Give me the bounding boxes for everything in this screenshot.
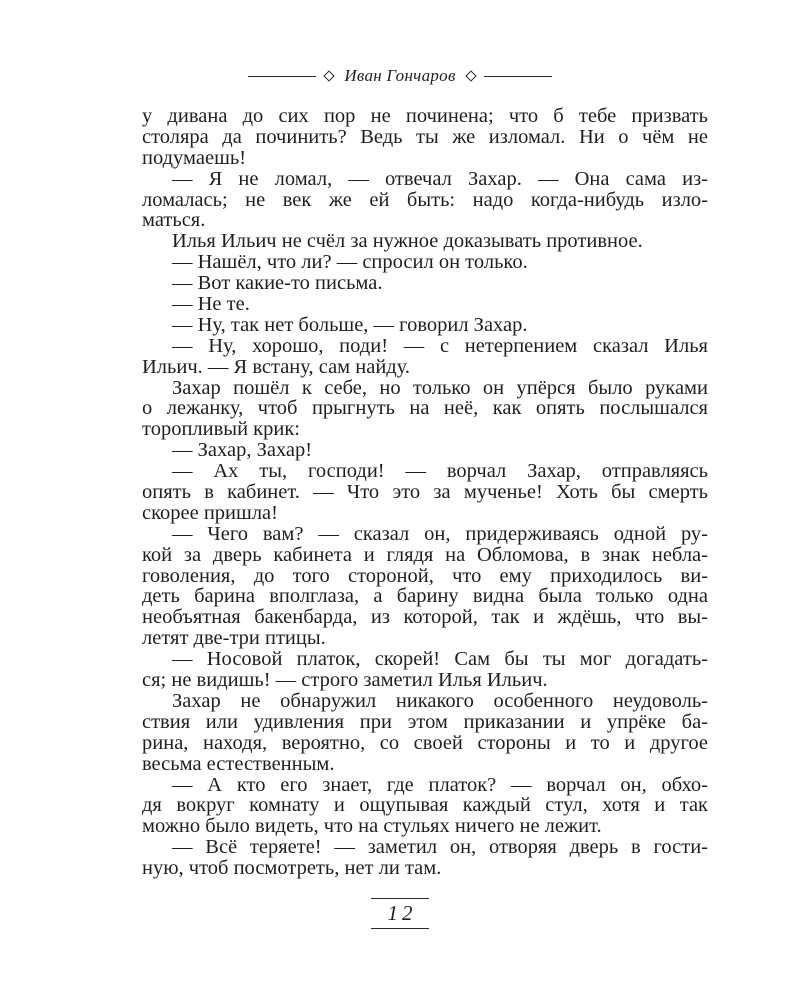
text-line: — Ну, хорошо, поди! — с нетерпением сказал Илья xyxy=(172,334,708,357)
text-line: летят две-три птицы. xyxy=(142,627,326,650)
header-rule-right xyxy=(484,76,552,77)
page-folio xyxy=(0,898,800,929)
diamond-ornament-icon xyxy=(465,70,476,81)
text-line: — А кто его знает, где платок? — ворчал он, обхо- xyxy=(172,773,708,796)
text-line: скорее пришла! xyxy=(142,501,278,524)
body-text xyxy=(142,106,708,879)
folio-rule-top xyxy=(371,898,429,899)
text-line: — Всё теряете! — заметил он, отворяя дверь в гости- xyxy=(172,836,708,859)
running-header xyxy=(0,66,800,86)
text-line: необъятная бакенбарда, из которой, так и ждёшь, что вы- xyxy=(142,606,708,629)
text-line: весьма естественным. xyxy=(142,752,335,775)
text-line: — Я не ломал, — отвечал Захар. — Она сама из- xyxy=(172,167,708,190)
folio-rule-bottom xyxy=(371,928,429,929)
text-line: говоления, до того стороной, что ему приходилось ви- xyxy=(142,564,708,587)
text-line: Захар пошёл к себе, но только он упёрся было руками xyxy=(172,376,708,399)
text-line: у дивана до сих пор не починена; что б тебе призвать xyxy=(142,105,708,127)
text-line: — Носовой платок, скорей! Сам бы ты мог догадать- xyxy=(172,648,708,671)
text-line: — Не те. xyxy=(172,293,250,316)
text-line: о лежанку, чтоб прыгнуть на неё, как опять послышался xyxy=(142,397,708,420)
text-line: опять в кабинет. — Что это за мученье! Хоть бы смерть xyxy=(142,481,708,504)
text-line: кой за дверь кабинета и глядя на Обломова, в знак небла- xyxy=(142,543,708,566)
text-line: Ильич. — Я встану, сам найду. xyxy=(142,355,411,378)
text-line: — Ну, так нет больше, — говорил Захар. xyxy=(172,313,528,336)
text-line: ную, чтоб посмотреть, нет ли там. xyxy=(142,857,442,880)
text-line: — Ах ты, господи! — ворчал Захар, отправляясь xyxy=(172,460,708,483)
text-line: подумаешь! xyxy=(142,146,247,169)
header-author: Иван Гончаров xyxy=(344,66,456,85)
text-line: ствия или удивления при этом приказании и упрёке ба- xyxy=(142,710,708,733)
diamond-ornament-icon xyxy=(324,70,335,81)
header-rule-left xyxy=(248,76,316,77)
text-line: торопливый крик: xyxy=(142,418,300,441)
text-line: — Захар, Захар! xyxy=(172,439,313,462)
text-line: можно было видеть, что на стульях ничего не лежит. xyxy=(142,815,602,838)
text-line: — Вот какие-то письма. xyxy=(172,272,383,295)
text-line: столяра да починить? Ведь ты же изломал. Ни о чём не xyxy=(142,125,708,148)
text-line: дя вокруг комнату и ощупывая каждый стул, хотя и так xyxy=(142,794,708,817)
text-line: — Нашёл, что ли? — спросил он только. xyxy=(172,251,528,274)
text-line: деть барина вполглаза, а барину видна была только одна xyxy=(142,585,708,608)
text-line: ся; не видишь! — строго заметил Илья Ильич. xyxy=(142,669,548,692)
text-line: — Чего вам? — сказал он, придерживаясь одной ру- xyxy=(172,522,708,545)
text-line: маться. xyxy=(142,209,206,232)
text-line: Захар не обнаружил никакого особенного неудоволь- xyxy=(172,689,708,712)
page-number: 12 xyxy=(387,901,417,925)
text-line: Илья Ильич не счёл за нужное доказывать противное. xyxy=(172,230,643,253)
text-line: рина, находя, вероятно, со своей стороны и то и другое xyxy=(142,731,708,754)
text-line: ломалась; не век же ей быть: надо когда-нибудь изло- xyxy=(142,188,708,211)
